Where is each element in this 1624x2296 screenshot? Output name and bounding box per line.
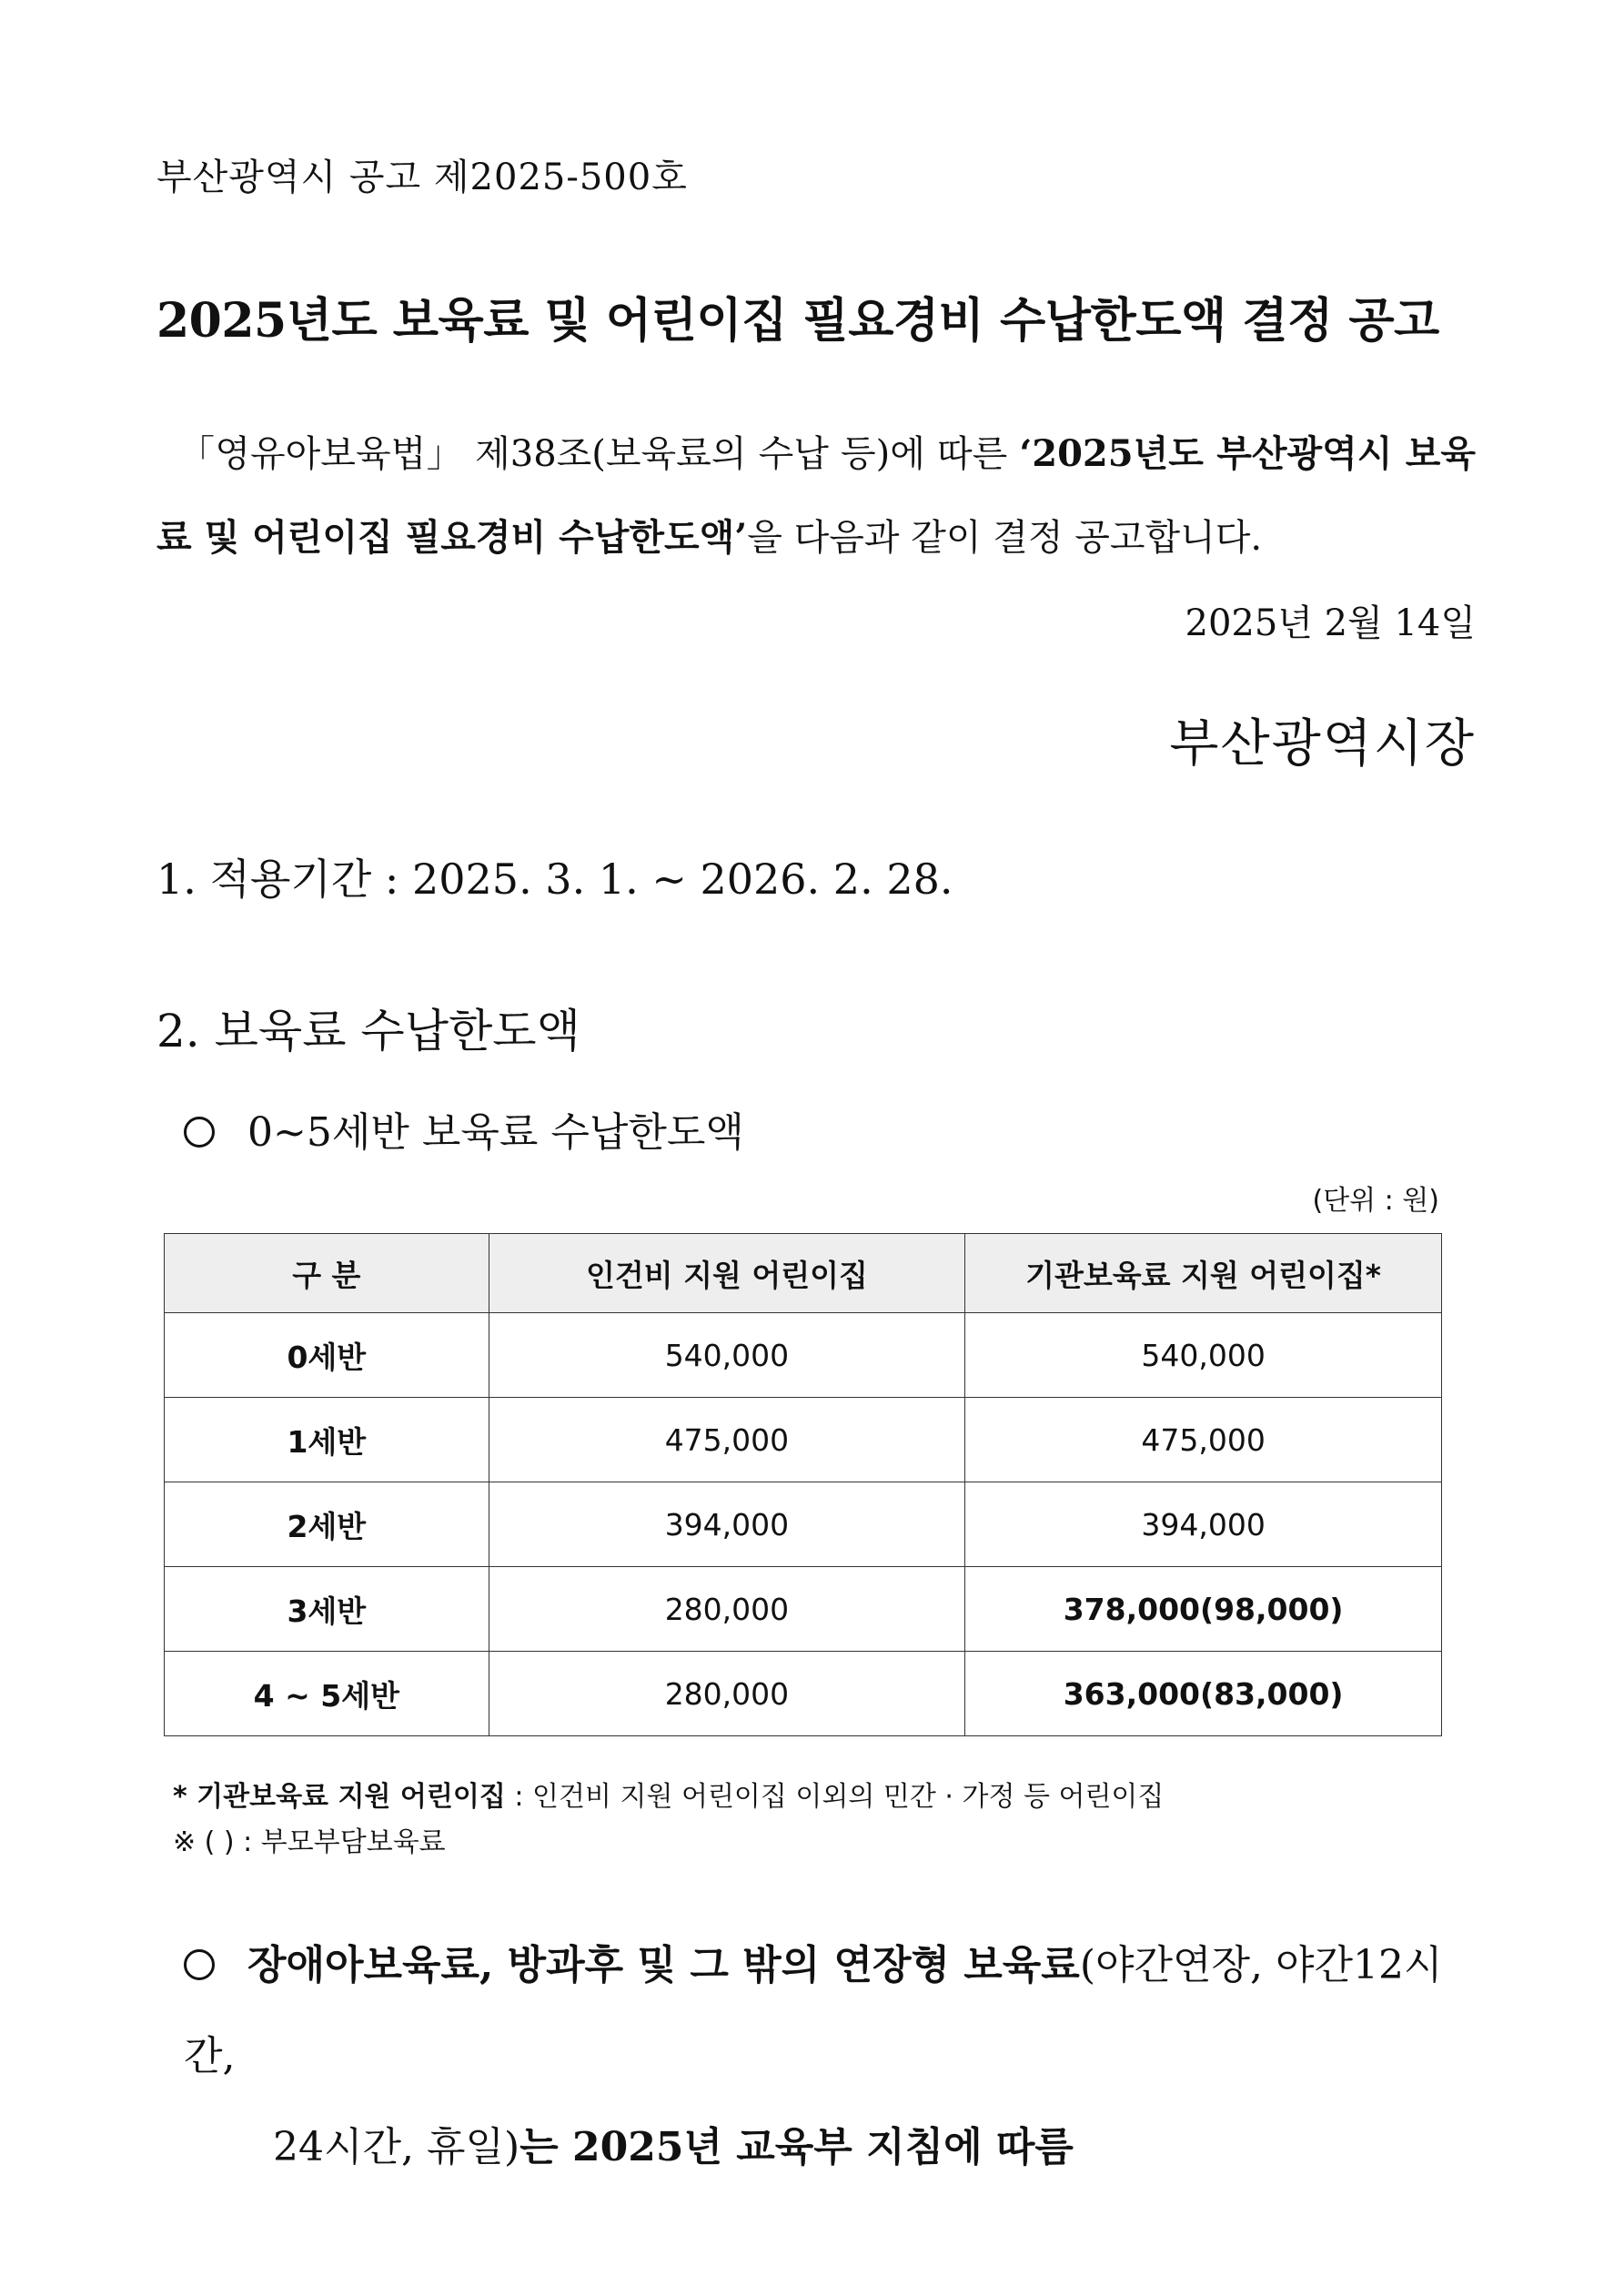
column-header: 구 분 [165,1234,489,1313]
other-fees-line-2 [184,2102,1476,2193]
table-row [165,1313,1442,1398]
intro-text-2: 을 다음과 같이 결정 공고합니다. [747,517,1263,559]
cell-institution-support: 363,000(83,000) [965,1652,1442,1736]
row-label: 3세반 [165,1567,489,1652]
column-header: 인건비 지원 어린이집 [489,1234,965,1313]
note-institution-definition [173,1775,1164,1820]
circle-bullet-icon [184,1949,215,1980]
note-asterisk: * [173,1781,197,1813]
subsection-label: 0~5세반 보육료 수납한도액 [247,1109,744,1156]
cell-institution-support: 540,000 [965,1313,1442,1398]
other-fees-guideline: 는 2025년 교육부 지침에 따름 [519,2124,1074,2170]
table-row [165,1482,1442,1567]
circle-bullet-icon [184,1117,215,1148]
other-fees-paren-cont: 24시간, 휴일) [273,2124,520,2170]
table-row [165,1567,1442,1652]
cell-institution-support: 394,000 [965,1482,1442,1567]
subsection-0-5-fee [184,1099,744,1158]
row-label: 0세반 [165,1313,489,1398]
table-notes [173,1775,1164,1866]
row-label: 1세반 [165,1398,489,1482]
column-header: 기관보육료 지원 어린이집* [965,1234,1442,1313]
cell-personnel-support: 280,000 [489,1567,965,1652]
cell-personnel-support: 280,000 [489,1652,965,1736]
section-1-period: 1. 적용기간 : 2025. 3. 1. ~ 2026. 2. 28. [156,855,953,904]
note-parent-share: ※ ( ) : 부모부담보육료 [173,1826,446,1858]
row-label: 2세반 [165,1482,489,1567]
section-2-heading: 2. 보육료 수납한도액 [156,1005,580,1057]
other-fees-paren: (야간연장, 야간12시간, [184,1942,1443,2079]
row-label: 4 ~ 5세반 [165,1652,489,1736]
intro-bold-title: ‘2025년도 부산광역시 보육료 및 어린이집 필요경비 수납한도액’ [156,432,1476,559]
cell-institution-support: 475,000 [965,1398,1442,1482]
table-row [165,1398,1442,1482]
unit-label: (단위 : 원) [1312,1185,1439,1217]
intro-text-1: 「영유아보육법」 제38조(보육료의 수납 등)에 따른 [178,433,1020,475]
other-fees-line-1 [184,1920,1476,2102]
notice-date: 2025년 2월 14일 [1185,602,1476,644]
intro-paragraph [156,412,1476,580]
signer: 부산광역시장 [1169,714,1476,774]
cell-personnel-support: 540,000 [489,1313,965,1398]
table-row [165,1652,1442,1736]
note-definition: : 인건비 지원 어린이집 이외의 민간 · 가정 등 어린이집 [505,1781,1165,1813]
fee-table [164,1233,1442,1736]
page-title: 2025년도 보육료 및 어린이집 필요경비 수납한도액 결정 공고 [156,293,1439,349]
subsection-other-fees [184,1920,1476,2193]
cell-institution-support: 378,000(98,000) [965,1567,1442,1652]
notice-number: 부산광역시 공고 제2025-500호 [156,157,688,198]
cell-personnel-support: 475,000 [489,1398,965,1482]
cell-personnel-support: 394,000 [489,1482,965,1567]
note-term: 기관보육료 지원 어린이집 [197,1781,506,1813]
table-header-row [165,1234,1442,1313]
other-fees-bold: 장애아보육료, 방과후 및 그 밖의 연장형 보육료 [247,1942,1080,1988]
